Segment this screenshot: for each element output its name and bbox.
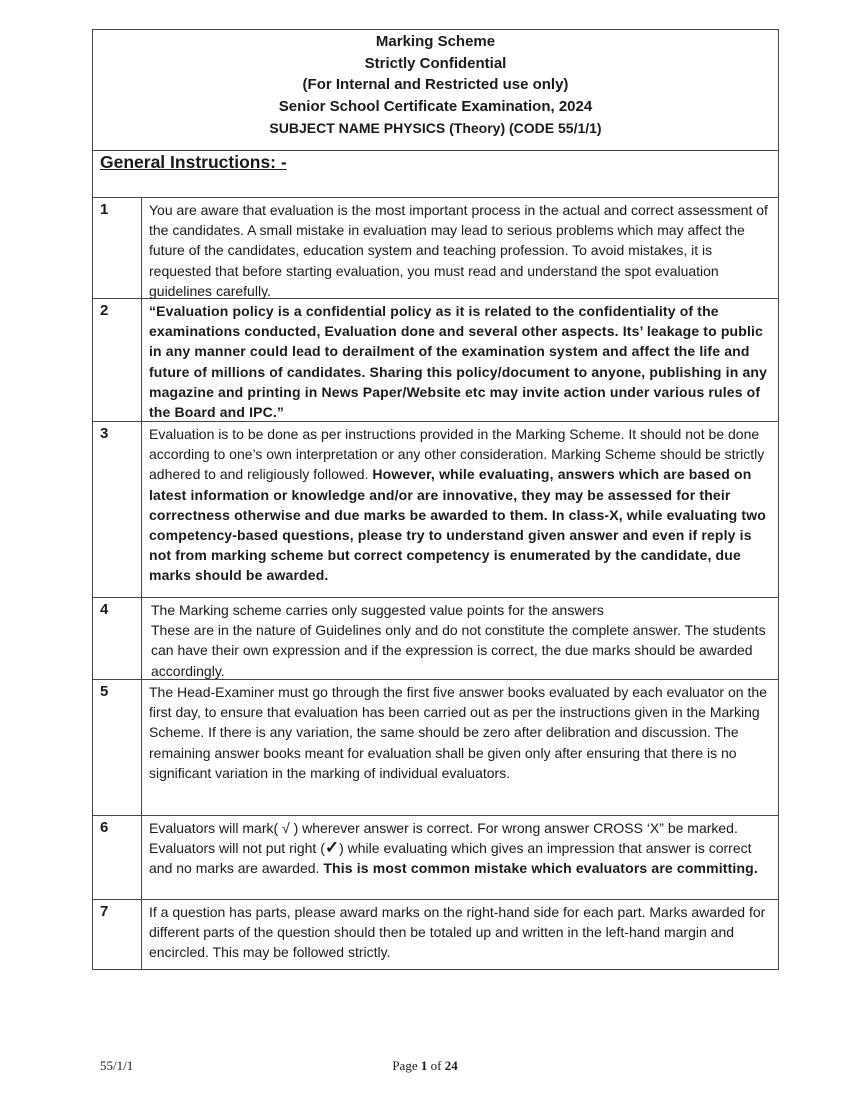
instruction-bold-text: “Evaluation policy is a confidential policy as it is related to the confidentiality of the examinations conducted, Evaluation done and several other aspects. Its’ leakage to public in any manner could lead to derailment of the examination system and affect the life and future of millions of candidates. Sharing this policy/document to anyone, publishing in any magazine and printing in News Paper/Website etc may invite action under various rules of the Board and IPC.” — [149, 303, 768, 421]
page-number: Page 1 of 24 — [392, 1058, 458, 1073]
document-header — [93, 30, 778, 151]
marking-scheme-sheet — [92, 29, 779, 970]
instruction-row — [93, 900, 778, 969]
instruction-number: 7 — [93, 900, 142, 969]
instruction-number: 5 — [93, 680, 142, 815]
instruction-text: You are aware that evaluation is the most important process in the actual and correct assessment of the candidates. A small mistake in evaluation may lead to serious problems which may affect the future of the candidates, education system and teaching profession. To avoid mistakes, it is requested that before starting evaluation, you must read and understand the spot evaluation guidelines carefully. — [149, 202, 768, 299]
instruction-row — [93, 299, 778, 422]
instruction-text: If a question has parts, please award marks on the right-hand side for each part. Marks awarded for different parts of the question should then be totaled up and written in the left-hand margin and encircled. This may be followed strictly. — [149, 904, 766, 961]
instruction-number: 6 — [93, 816, 142, 899]
instruction-row — [93, 198, 778, 299]
instruction-number: 1 — [93, 198, 142, 298]
instruction-row — [93, 422, 778, 598]
footer-code: 55/1/1 — [100, 1058, 134, 1073]
instruction-number: 2 — [93, 299, 142, 421]
header-subject: SUBJECT NAME PHYSICS (Theory) (CODE 55/1/1) — [269, 120, 602, 136]
general-instructions-heading — [93, 151, 778, 198]
header-exam: Senior School Certificate Examination, 2024 — [278, 97, 593, 115]
header-restricted: (For Internal and Restricted use only) — [302, 76, 569, 93]
instruction-number: 3 — [93, 422, 142, 597]
instruction-text: ) while evaluating which gives an impression that answer is correct and no marks are awarded. — [149, 840, 752, 877]
instruction-number: 4 — [93, 598, 142, 679]
instruction-bold-text: However, while evaluating, answers which are based on latest information or knowledge and/or are innovative, they may be assessed for their correctness otherwise and due marks be awarded to them. In class-X, while evaluating two competency-based questions, please try to understand given answer and even if reply is not from marking scheme but correct competency is enumerated by the candidate, due marks should be awarded. — [149, 466, 766, 584]
general-instructions-label: General Instructions: - — [100, 152, 287, 172]
header-title: Marking Scheme — [375, 33, 496, 50]
instruction-row — [93, 816, 778, 900]
instruction-text: The Marking scheme carries only suggested value points for the answers — [151, 602, 604, 618]
check-mark-icon: ✓ — [324, 838, 340, 858]
instruction-text: Evaluation is to be done as per instructions provided in the Marking Scheme. It should not be done according to one’s own interpretation or any other consideration. Marking Scheme should be strictly adhered to and religiously followed. — [149, 426, 765, 483]
instruction-row — [93, 598, 778, 680]
header-confidential: Strictly Confidential — [364, 54, 507, 72]
instruction-text: Evaluators will mark( √ ) wherever answer is correct. For wrong answer CROSS ‘X” be marked. Evaluators will not put right ( — [149, 820, 738, 857]
instruction-bold-text: This is most common mistake which evaluators are committing. — [323, 860, 758, 877]
instruction-text: These are in the nature of Guidelines only and do not constitute the complete answer. The students can have their own expression and if the expression is correct, the due marks should be awarded accordingly. — [151, 622, 766, 679]
instruction-text: The Head-Examiner must go through the first five answer books evaluated by each evaluator on the first day, to ensure that evaluation has been carried out as per the instructions given in the Marking Scheme. If there is any variation, the same should be zero after delibration and discussion. The remaining answer books meant for evaluation shall be given only after ensuring that there is no significant variation in the marking of individual evaluators. — [149, 684, 767, 781]
instruction-row — [93, 680, 778, 816]
